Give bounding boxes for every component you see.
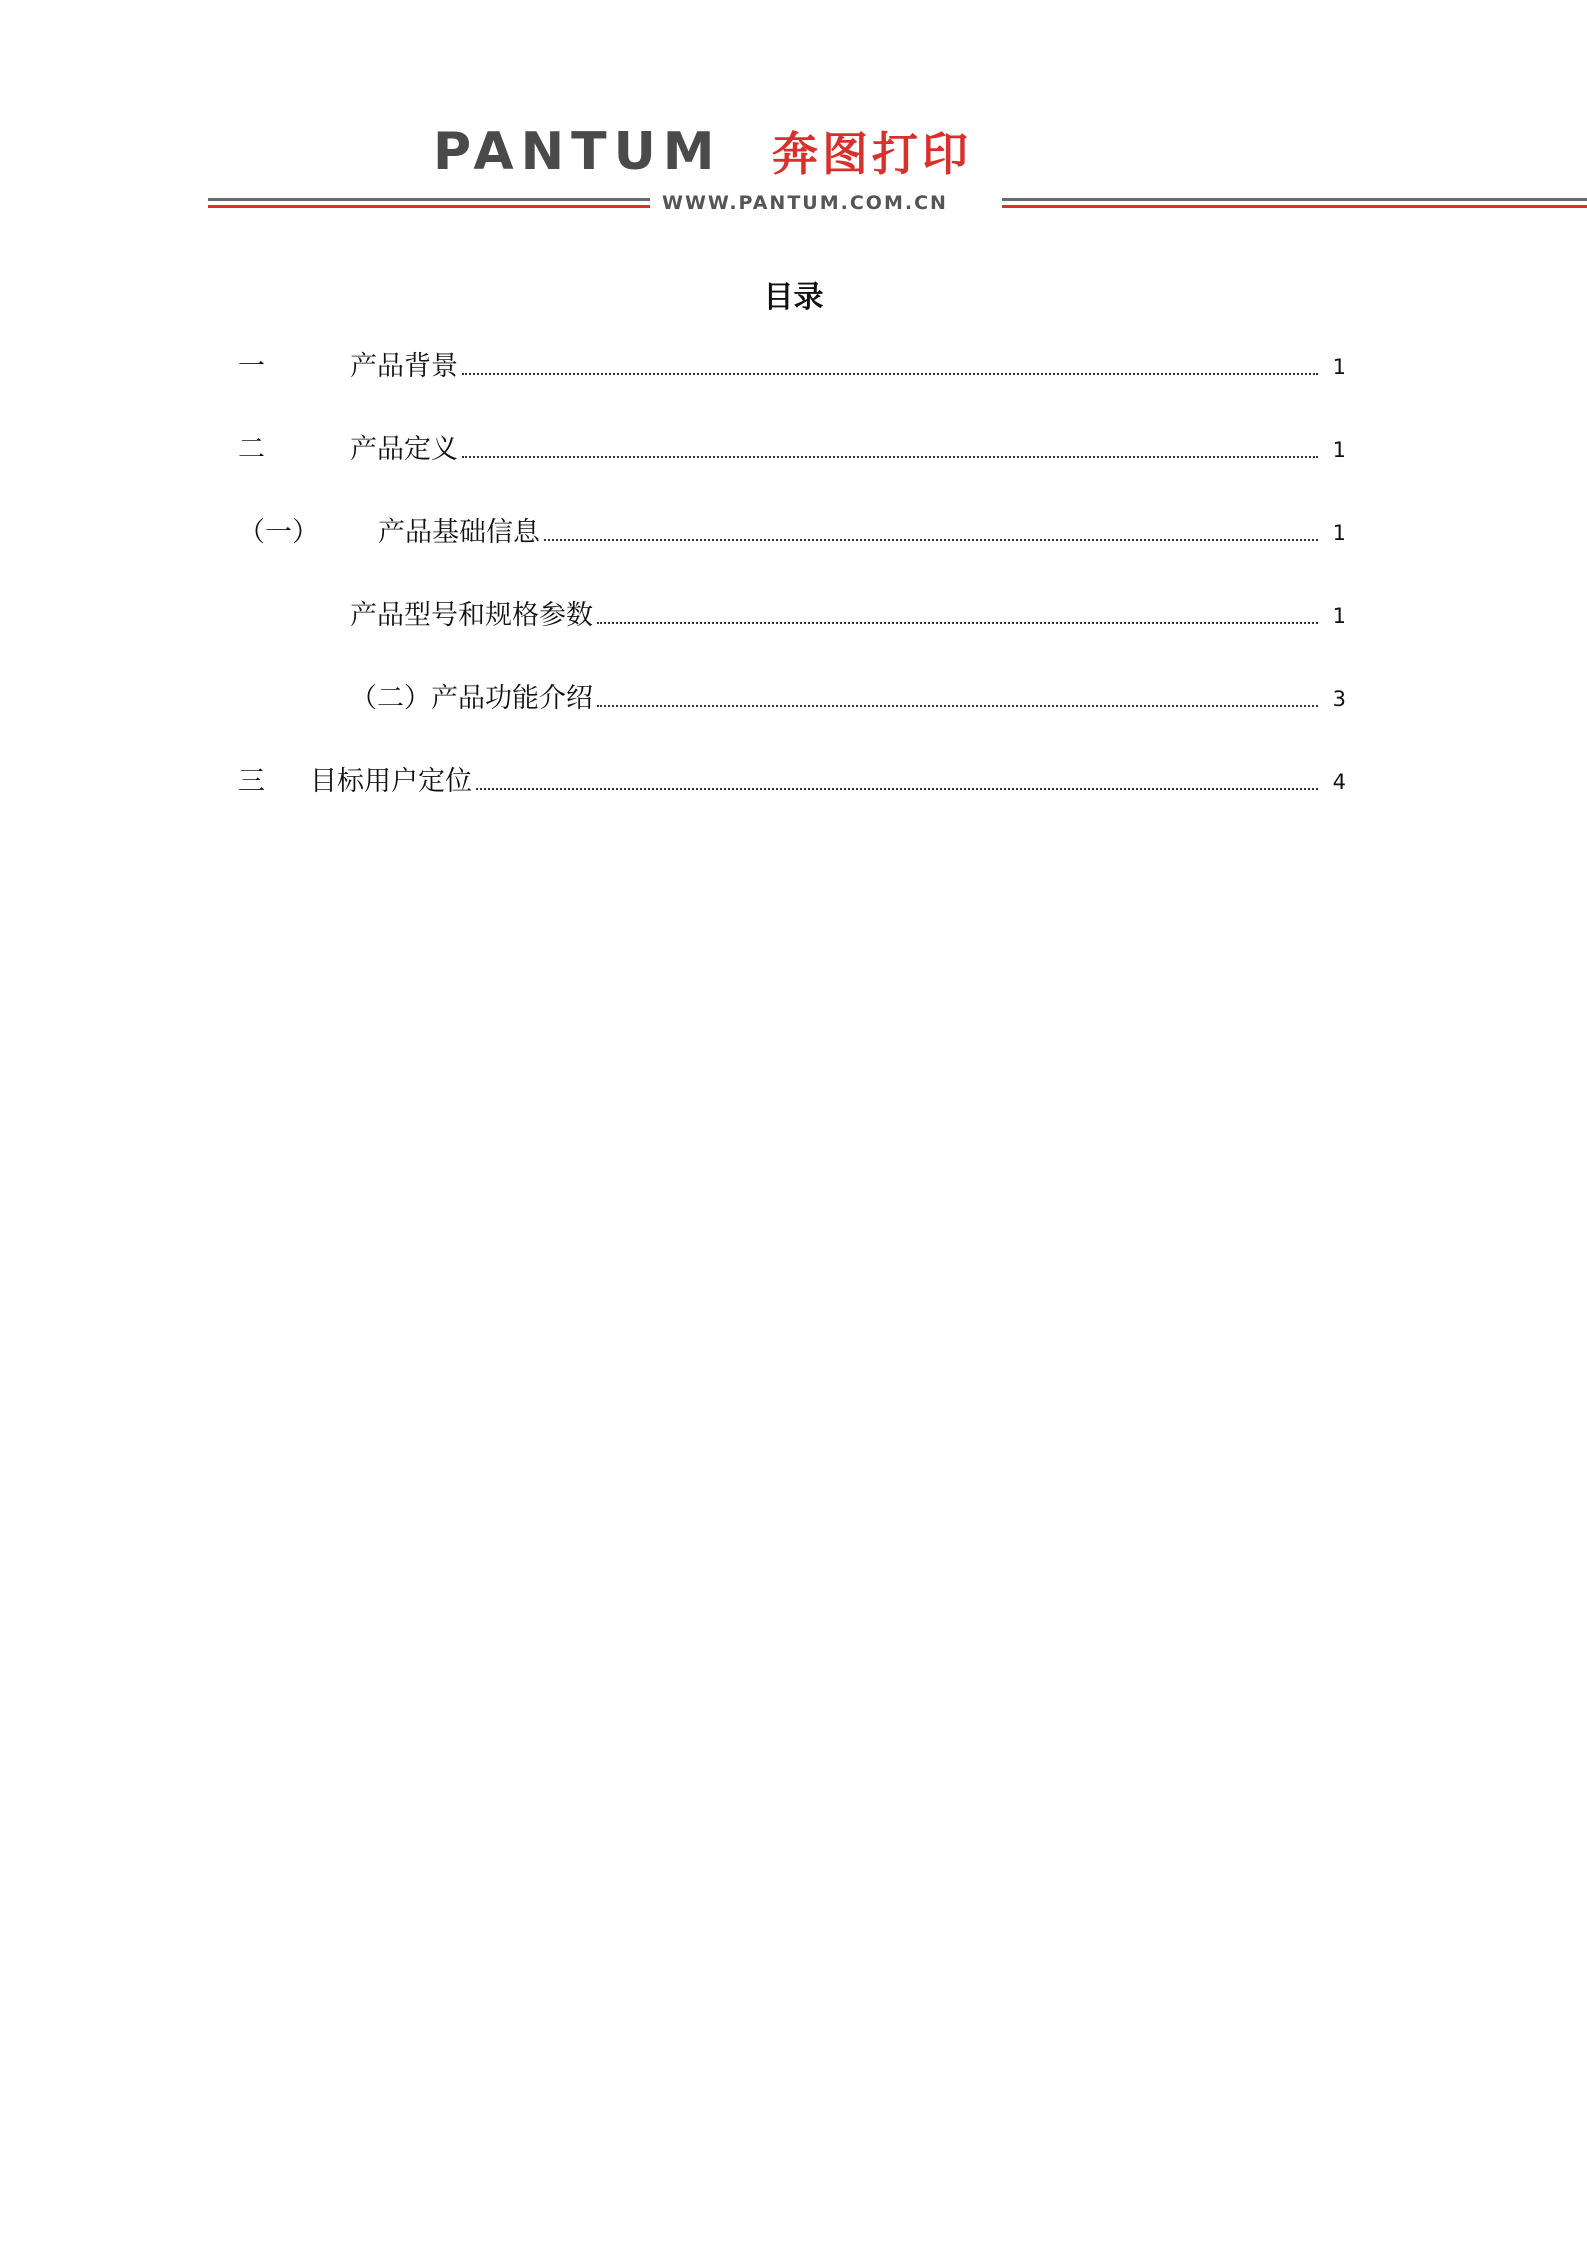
toc-dot-leader — [476, 788, 1318, 790]
toc-entry-number: 一 — [238, 351, 265, 382]
page-header — [0, 0, 1587, 230]
toc-title: 目录 — [763, 280, 824, 315]
toc-entry[interactable] — [238, 679, 1346, 719]
header-rule-right-dark — [1002, 198, 1587, 201]
toc-dot-leader — [597, 705, 1318, 707]
toc-entry-page: 1 — [1332, 355, 1346, 379]
toc-entry-page: 1 — [1332, 438, 1346, 462]
toc-entry-label: 产品背景 — [350, 347, 458, 387]
header-rule-left-dark — [208, 198, 650, 201]
header-rule-left-red — [208, 205, 650, 208]
toc-dot-leader — [462, 456, 1318, 458]
toc-entry-page: 4 — [1332, 770, 1346, 794]
toc-entry-number: （一） — [238, 517, 319, 548]
toc-entry-number: 二 — [238, 434, 265, 465]
toc-entry-page: 1 — [1332, 604, 1346, 628]
toc-entry[interactable] — [238, 430, 1346, 470]
toc-dot-leader — [597, 622, 1318, 624]
toc-entry-number: 三 — [238, 766, 265, 797]
brand-logo-en: PANTUM — [433, 122, 722, 182]
toc-entry[interactable] — [238, 762, 1346, 802]
toc-dot-leader — [462, 373, 1318, 375]
website-url: WWW.PANTUM.COM.CN — [662, 192, 948, 214]
header-rule-right-red — [1002, 205, 1587, 208]
toc-entry[interactable] — [238, 347, 1346, 387]
toc-entry-label: （二）产品功能介绍 — [350, 679, 593, 719]
toc-entry[interactable] — [238, 513, 1346, 553]
toc-entry[interactable] — [238, 596, 1346, 636]
toc-dot-leader — [544, 539, 1318, 541]
brand-logo-zh: 奔图打印 — [772, 127, 972, 181]
toc-entry-label: 产品定义 — [350, 430, 458, 470]
toc-entry-label: 产品型号和规格参数 — [350, 596, 593, 636]
toc-entry-page: 3 — [1332, 687, 1346, 711]
toc-entry-label: 目标用户定位 — [310, 762, 472, 802]
toc-entry-label: 产品基础信息 — [378, 513, 540, 553]
toc-entry-page: 1 — [1332, 521, 1346, 545]
